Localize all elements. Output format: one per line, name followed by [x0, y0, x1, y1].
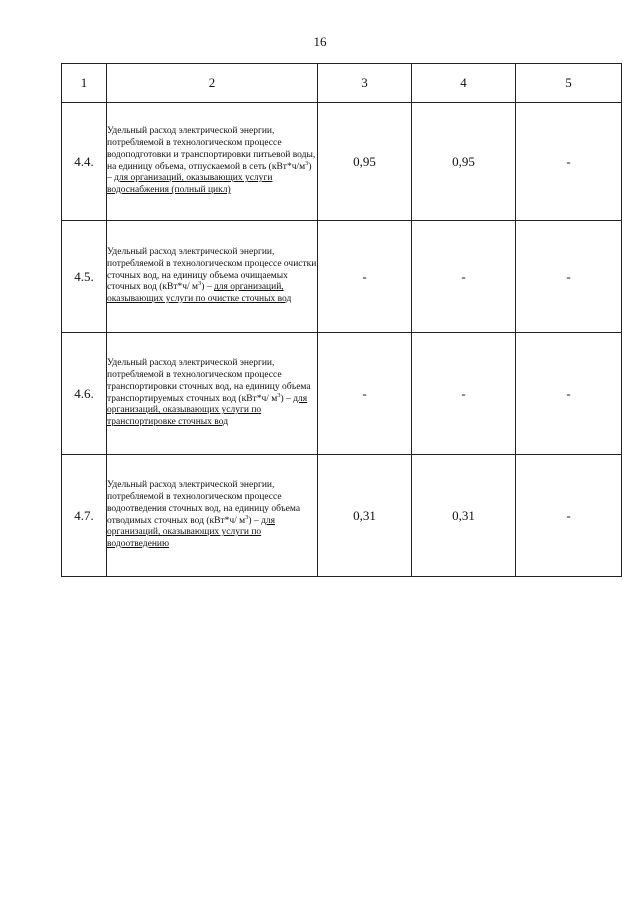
description-underlined: для организаций, оказывающих услуги по транспортировке сточных вод [107, 393, 308, 428]
cell-col4: - [412, 333, 516, 455]
cell-col4: 0,31 [412, 455, 516, 577]
cell-col5: - [516, 221, 622, 333]
description-underlined: для организаций, оказывающих услуги по водоотведению [107, 515, 276, 550]
cell-col3: - [318, 221, 412, 333]
column-header: 4 [412, 64, 516, 103]
superscript: 3 [305, 159, 309, 167]
description-underlined: для организаций, оказывающих услуги по очистке сточных вод [107, 282, 292, 305]
table-header-row [62, 64, 622, 103]
table-row [62, 221, 622, 333]
description-underlined: для организаций, оказывающих услуги водоснабжения (полный цикл) [107, 173, 273, 196]
row-description [107, 221, 318, 333]
row-number: 4.5. [62, 221, 107, 333]
row-number: 4.6. [62, 333, 107, 455]
cell-col3: 0,95 [318, 103, 412, 221]
description-dash: ) – [201, 282, 214, 293]
superscript: 3 [277, 391, 281, 399]
cell-col4: - [412, 221, 516, 333]
superscript: 3 [245, 513, 249, 521]
row-description [107, 103, 318, 221]
column-header: 3 [318, 64, 412, 103]
description-dash: ) – [107, 161, 312, 184]
cell-col5: - [516, 333, 622, 455]
description-text: Удельный расход электрической энергии, потребляемой в технологическом процессе транспортировки сточных вод, на единицу объема транспортируемых сточных вод (кВт*ч/ м [107, 358, 311, 404]
description-dash: ) – [280, 393, 294, 404]
row-number: 4.7. [62, 455, 107, 577]
cell-col3: - [318, 333, 412, 455]
table-row [62, 455, 622, 577]
row-description [107, 455, 318, 577]
page-number: 16 [313, 34, 327, 49]
row-number: 4.4. [62, 103, 107, 221]
superscript: 3 [198, 280, 202, 288]
description-text: Удельный расход электрической энергии, потребляемой в технологическом процессе водоподготовки и транспортировки питьевой воды, на единицу объема, отпускаемой в сеть (кВт*ч/м [107, 126, 316, 172]
column-header: 2 [107, 64, 318, 103]
description-text: Удельный расход электрической энергии, потребляемой в технологическом процессе водоотведения сточных вод, на единицу объема отводимых сточных вод (кВт*ч/ м [107, 480, 301, 526]
description-dash: ) – [248, 515, 262, 526]
column-header: 1 [62, 64, 107, 103]
column-header: 5 [516, 64, 622, 103]
cell-col3: 0,31 [318, 455, 412, 577]
cell-col4: 0,95 [412, 103, 516, 221]
row-description [107, 333, 318, 455]
table-row [62, 103, 622, 221]
cell-col5: - [516, 455, 622, 577]
data-table [61, 63, 622, 577]
cell-col5: - [516, 103, 622, 221]
description-text: Удельный расход электрической энергии, потребляемой в технологическом процессе очистки сточных вод, на единицу объема очищаемых сточных вод (кВт*ч/ м [107, 247, 317, 293]
table-row [62, 333, 622, 455]
